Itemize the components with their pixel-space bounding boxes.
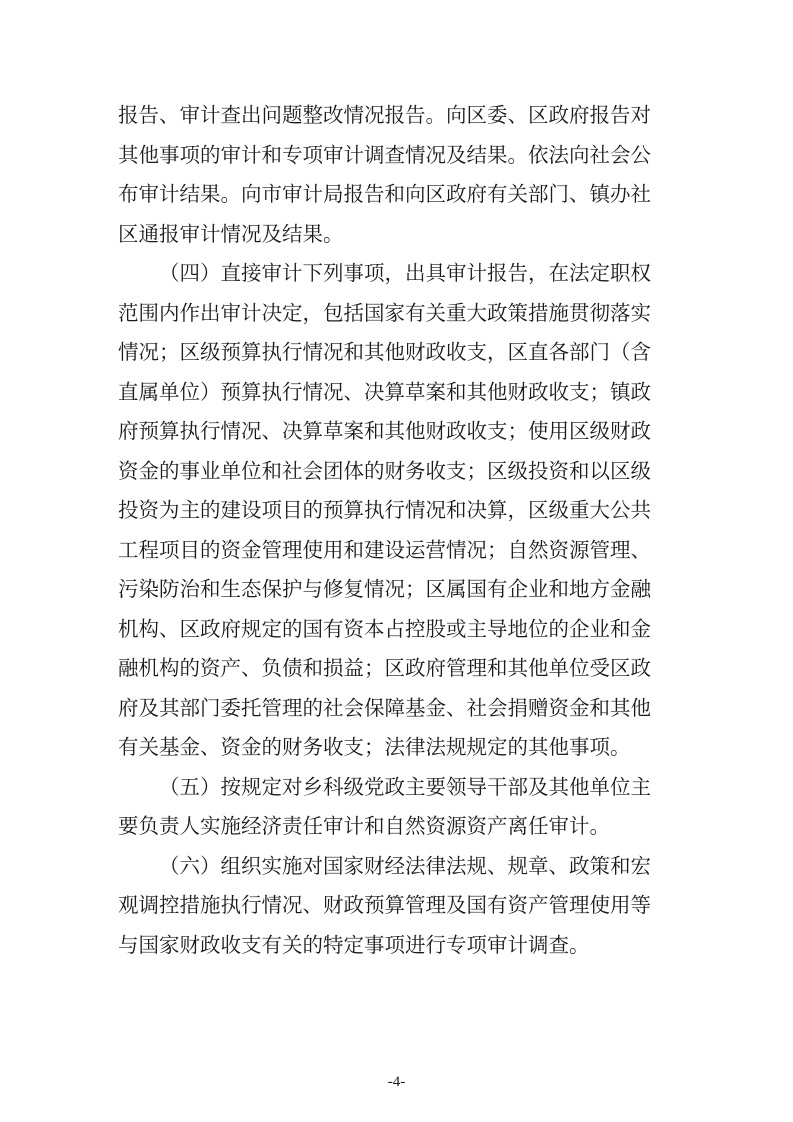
text-line: 与国家财政收支有关的特定事项进行专项审计调查。 xyxy=(118,932,590,957)
text-line: （四）直接审计下列事项，出具审计报告，在法定职权 xyxy=(159,261,651,285)
text-line: 报告、审计查出问题整改情况报告。向区委、区政府报告对 xyxy=(118,103,651,127)
text-line: 布审计结果。向市审计局报告和向区政府有关部门、镇办社 xyxy=(118,182,651,206)
text-line: （六）组织实施对国家财经法律法规、规章、政策和宏 xyxy=(159,853,651,878)
text-line: 机构、区政府规定的国有资本占控股或主导地位的企业和金 xyxy=(118,616,651,641)
text-line: 融机构的资产、负债和损益；区政府管理和其他单位受区政 xyxy=(118,656,651,680)
text-line: 观调控措施执行情况、财政预算管理及国有资产管理使用等 xyxy=(118,893,651,917)
text-line: 情况；区级预算执行情况和其他财政收支，区直各部门（含 xyxy=(118,340,651,364)
text-line: 有关基金、资金的财务收支；法律法规规定的其他事项。 xyxy=(118,735,631,759)
page-number: -4- xyxy=(387,1074,406,1090)
document-body xyxy=(118,96,688,965)
text-line: 污染防治和生态保护与修复情况；区属国有企业和地方金融 xyxy=(118,577,651,601)
text-line: 区通报审计情况及结果。 xyxy=(118,221,344,246)
text-line: 工程项目的资金管理使用和建设运营情况；自然资源管理、 xyxy=(118,537,651,562)
text-line: 要负责人实施经济责任审计和自然资源资产离任审计。 xyxy=(118,814,610,838)
text-line: （五）按规定对乡科级党政主要领导干部及其他单位主 xyxy=(159,774,651,799)
text-line: 府及其部门委托管理的社会保障基金、社会捐赠资金和其他 xyxy=(118,695,651,720)
text-line: 府预算执行情况、决算草案和其他财政收支；使用区级财政 xyxy=(118,419,651,443)
text-line: 范围内作出审计决定，包括国家有关重大政策措施贯彻落实 xyxy=(118,300,651,325)
text-line: 直属单位）预算执行情况、决算草案和其他财政收支；镇政 xyxy=(118,379,651,404)
text-line: 资金的事业单位和社会团体的财务收支；区级投资和以区级 xyxy=(118,458,651,483)
text-line: 其他事项的审计和专项审计调查情况及结果。依法向社会公 xyxy=(118,142,651,167)
text-line: 投资为主的建设项目的预算执行情况和决算，区级重大公共 xyxy=(118,498,651,522)
